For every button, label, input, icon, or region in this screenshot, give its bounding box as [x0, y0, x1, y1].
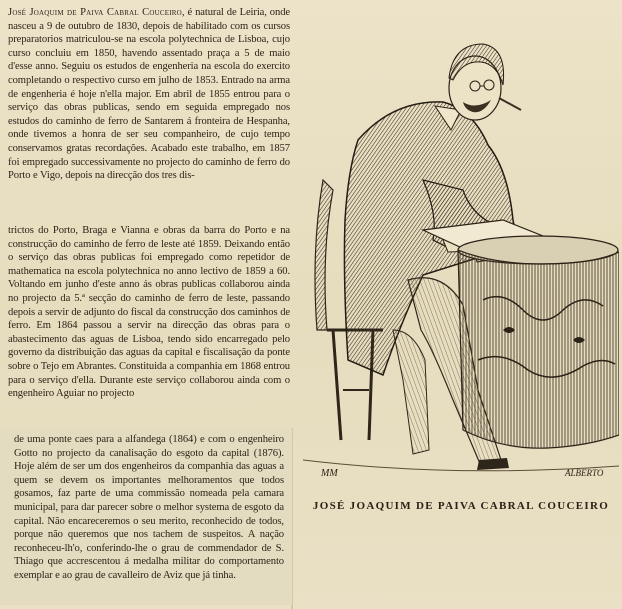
- subject-name: José Joaquim de Paiva Cabral Couceiro: [8, 7, 182, 18]
- engraver-signature-right: ALBERTO: [565, 468, 604, 478]
- article-paragraph-2: [8, 224, 290, 401]
- paragraph-2-text: trictos do Porto, Braga e Vianna e obras da barra do Porto e na construcção do caminho de ferro de leste até 1859. Deixando então o serviço das obras publicas foi empregado como repetidor de mathematica na escola polytechnica no anno lectivo de 1859 a 60. Voltando em junho d'este anno ás obras publicas collaborou ainda no projecto da 5.ª secção do caminho de ferro de leste, passando depois a servir de adjunto do fiscal da construcção dos caminhos de ferro. Em 1864 passou a servir na direcção das obras para o abastecimento das aguas de Lisboa, tendo sido encarregado pelo governo da distribuição das aguas da capital e fiscalisação da ponte sobre o Tejo em Abrantes. Constituida a companhia em 1868 entrou para o serviço d'ella. Durante este serviço collaborou ainda com o engenheiro Aguiar no projecto: [8, 225, 290, 400]
- draped-table: [458, 236, 619, 448]
- engraver-signature-left: MM: [321, 468, 338, 479]
- portrait-caption: JOSÉ JOAQUIM DE PAIVA CABRAL COUCEIRO: [312, 500, 610, 512]
- figure-head: [449, 44, 521, 120]
- portrait-engraving: [303, 30, 619, 482]
- paragraph-3-text: de uma ponte caes para a alfandega (1864) e com o engenheiro Gotto no projecto da canalisação do esgoto da capital (1876). Hoje além de ser um dos engenheiros da companhia das aguas a quem se devem os importantes melhoramentos que todos gosamos, faz parte de uma commissão nomeada pela camara municipal, para dar parecer sobre o melhor systema de esgoto da capital. Não encareceremos o seu merito, reconhecido de todos, porque não queremos que nos tachem de suspeitos. A nação reconheceu-lh'o, conferindo-lhe o grau de commendador de S. Thiago que accrescentou á medalha militar do comportamento exemplar e ao grau de cavalleiro de Aviz que já tinha.: [14, 434, 284, 581]
- article-paragraph-3: [0, 429, 292, 605]
- article-paragraph-1: [8, 6, 290, 183]
- paragraph-1-text: , é natural de Leiria, onde nasceu a 9 de outubro de 1830, depois de habilitado com os cursos preparatorios matriculou-se na escola polytechnica de Lisboa, cujo curso concluiu em 1850, havendo assentado praça a 5 de maio d'esse anno. Seguiu os estudos de engenheria na escola do exercito completando o respectivo curso em julho de 1853. Entrado na arma de engenheria é hoje n'ella major. Em abril de 1855 entrou para o serviço das obras publicas, sendo em seguida empregado nos estudos do caminho de ferro de Santarem á fronteira de Hespanha, onde tivemos a honra de ser seu companheiro, de cujo tempo conservamos gratas recordações. Acabado este trabalho, em 1857 foi empregado successivamente no projecto do caminho de ferro do Porto e Vigo, depois na direcção dos tres dis-: [8, 7, 290, 182]
